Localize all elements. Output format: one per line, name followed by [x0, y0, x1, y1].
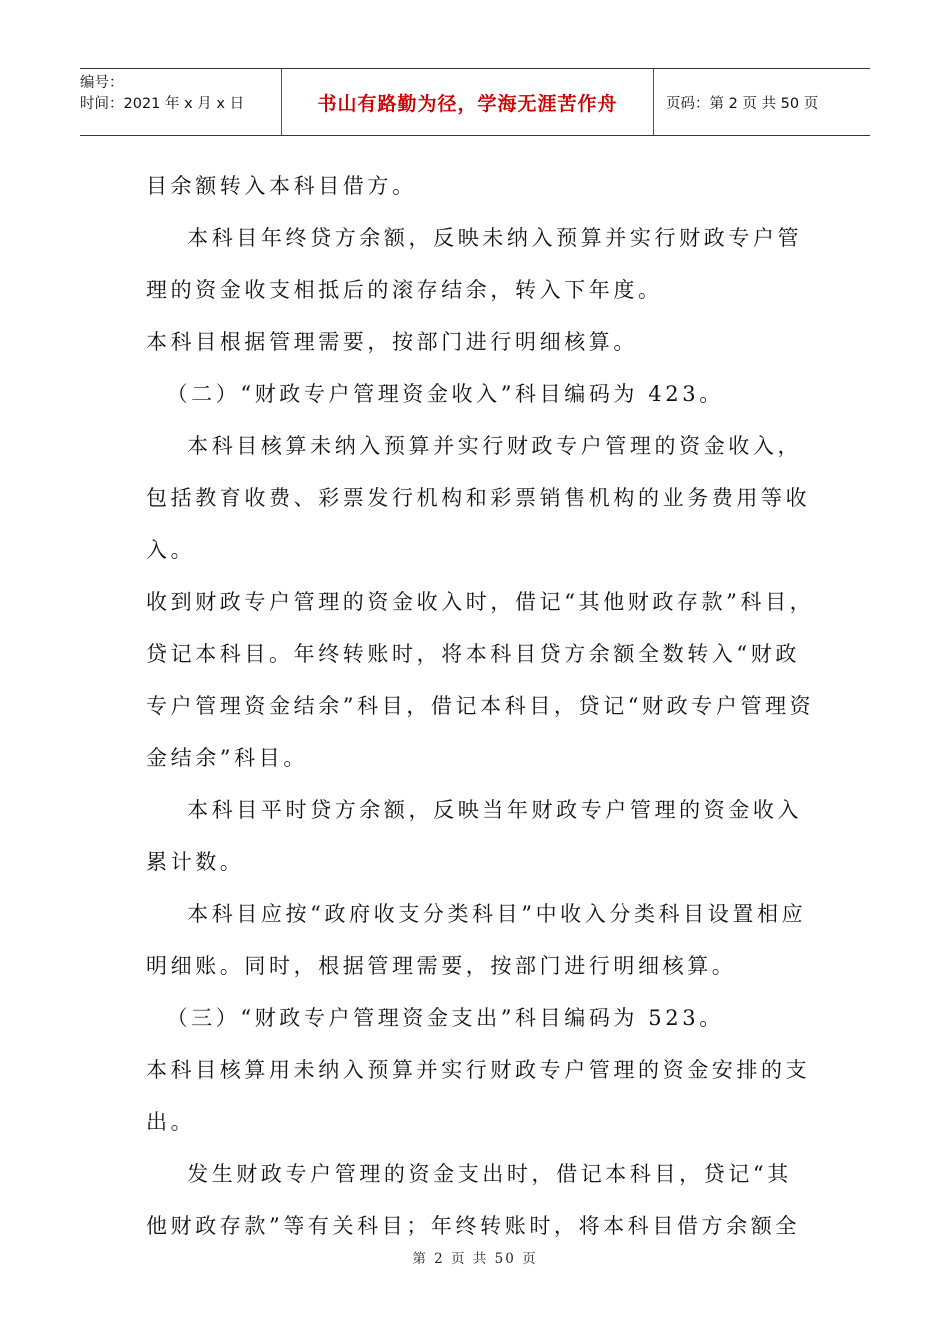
- page-header: [80, 68, 870, 136]
- body-paragraph: 本科目平时贷方余额，反映当年财政专户管理的资金收入累计数。: [146, 798, 803, 874]
- document-number-label: 编号：: [80, 75, 124, 91]
- body-paragraph: 本科目核算用未纳入预算并实行财政专户管理的资金安排的支出。: [146, 1058, 811, 1134]
- header-motto: 书山有路勤为径，学海无涯苦作舟: [282, 69, 654, 135]
- body-paragraph: 本科目根据管理需要，按部门进行明细核算。: [146, 330, 638, 354]
- body-paragraph: 发生财政专户管理的资金支出时，借记本科目，贷记“其他财政存款”等有关科目；年终转账时，将本科目借方余额全: [146, 1162, 800, 1238]
- header-meta-cell: [80, 69, 282, 135]
- header-page-info: 页码：第 2 页 共 50 页: [666, 95, 819, 112]
- body-paragraph: 收到财政专户管理的资金收入时，借记“其他财政存款”科目，贷记本科目。年终转账时，将本科目贷方余额全数转入“财政专户管理资金结余”科目，借记本科目，贷记“财政专户管理资金结余”科目。: [146, 590, 815, 770]
- body-paragraph: 目余额转入本科目借方。: [146, 174, 417, 198]
- body-paragraph: 本科目核算未纳入预算并实行财政专户管理的资金收入，包括教育收费、彩票发行机构和彩票销售机构的业务费用等收入。: [146, 434, 811, 562]
- body-paragraph: 本科目应按“政府收支分类科目”中收入分类科目设置相应明细账。同时，根据管理需要，按部门进行明细核算。: [146, 902, 807, 978]
- page-footer: 第 2 页 共 50 页: [412, 1251, 538, 1267]
- body-paragraph: 本科目年终贷方余额，反映未纳入预算并实行财政专户管理的资金收支相抵后的滚存结余，转入下年度。: [146, 226, 803, 302]
- section-heading: （三）“财政专户管理资金支出”科目编码为 523。: [146, 1006, 724, 1030]
- document-date-label: 时间：2021 年 x 月 x 日: [80, 96, 245, 112]
- section-heading: （二）“财政专户管理资金收入”科目编码为 423。: [146, 382, 724, 406]
